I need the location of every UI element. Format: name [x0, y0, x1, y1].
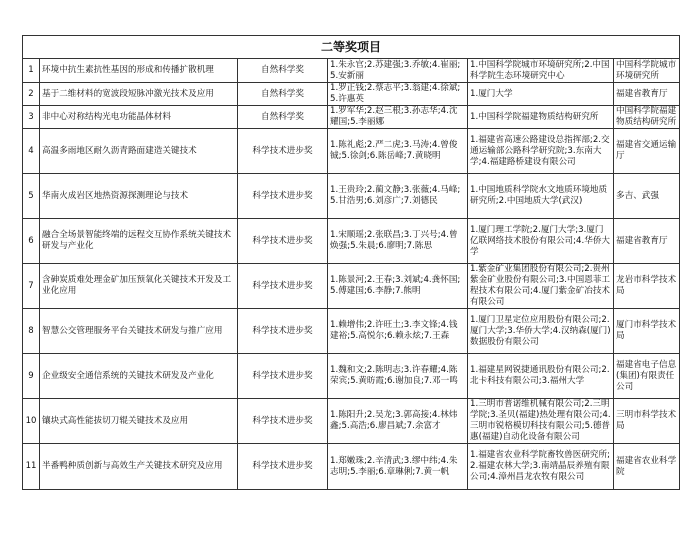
nominator-cell: 多吉、武强	[614, 174, 680, 219]
row-number-cell: 11	[23, 444, 40, 490]
award-category-cell: 自然科学奖	[238, 59, 328, 83]
units-cell: 1.三明市普诺维机械有限公司;2.三明学院;3.圣贝(福建)热处理有限公司;4.三明市锐格模切科技有限公司;5.德普惠(福建)自动化设备有限公司	[468, 399, 614, 444]
award-category-cell: 自然科学奖	[238, 106, 328, 129]
members-cell: 1.赖增伟;2.许旺土;3.李文锋;4.钱建裕;5.高悦尔;6.赖永炫;7.王森	[328, 309, 468, 354]
project-name-cell: 半番鸭种质创新与高效生产关键技术研究及应用	[40, 444, 238, 490]
nominator-cell: 中国科学院城市环境研究所	[614, 59, 680, 83]
members-cell: 1.罗军华;2.赵三根;3.孙志华;4.沈耀国;5.李丽娜	[328, 106, 468, 129]
project-name-cell: 环境中抗生素抗性基因的形成和传播扩散机理	[40, 59, 238, 83]
units-cell: 1.紫金矿业集团股份有限公司;2.贵州紫金矿业股份有限公司;3.中国恩菲工程技术有限公司;4.厦门紫金矿冶技术有限公司	[468, 264, 614, 309]
members-cell: 1.罗正钱;2.蔡志平;3.翁建;4.徐斌;5.许惠英	[328, 83, 468, 106]
project-name-cell: 企业级安全通信系统的关键技术研发及产业化	[40, 354, 238, 399]
row-number-cell: 7	[23, 264, 40, 309]
members-cell: 1.王贵玲;2.蔺文静;3.张薇;4.马峰;5.甘浩男;6.刘彦广;7.刘德民	[328, 174, 468, 219]
award-table	[22, 35, 680, 490]
award-category-cell: 科学技术进步奖	[238, 264, 328, 309]
members-cell: 1.陈礼彪;2.严二虎;3.马涛;4.曾俊铖;5.徐剑;6.陈岳峰;7.黄晓明	[328, 129, 468, 174]
row-number-cell: 3	[23, 106, 40, 129]
project-name-cell: 含砷炭质难处理金矿加压预氧化关键技术开发及工业化应用	[40, 264, 238, 309]
project-name-cell: 镶块式高性能拔切刀辊关键技术及应用	[40, 399, 238, 444]
units-cell: 1.厦门大学	[468, 83, 614, 106]
table-row	[23, 219, 680, 264]
nominator-cell: 福建省教育厅	[614, 83, 680, 106]
table-row	[23, 444, 680, 490]
row-number-cell: 10	[23, 399, 40, 444]
units-cell: 1.厦门理工学院;2.厦门大学;3.厦门亿联网络技术股份有限公司;4.华侨大学	[468, 219, 614, 264]
units-cell: 1.福建省高速公路建设总指挥部;2.交通运输部公路科学研究院;3.东南大学;4.福建路桥建设有限公司	[468, 129, 614, 174]
table-row	[23, 59, 680, 83]
nominator-cell: 福建省电子信息(集团)有限责任公司	[614, 354, 680, 399]
award-category-cell: 科学技术进步奖	[238, 129, 328, 174]
members-cell: 1.郑嫩珠;2.辛清武;3.缪中纬;4.朱志明;5.李丽;6.章琳俐;7.黄一帆	[328, 444, 468, 490]
table-row	[23, 399, 680, 444]
project-name-cell: 华南火成岩区地热资源探测理论与技术	[40, 174, 238, 219]
project-name-cell: 基于二维材料的宽波段短脉冲激光技术及应用	[40, 83, 238, 106]
nominator-cell: 福建省农业科学院	[614, 444, 680, 490]
row-number-cell: 5	[23, 174, 40, 219]
award-category-cell: 科学技术进步奖	[238, 174, 328, 219]
units-cell: 1.福建省农业科学院畜牧兽医研究所;2.福建农林大学;3.南靖晶辰养殖有限公司;4.漳州昌龙农牧有限公司	[468, 444, 614, 490]
nominator-cell: 中国科学院福建物质结构研究所	[614, 106, 680, 129]
award-category-cell: 科学技术进步奖	[238, 309, 328, 354]
project-name-cell: 智慧公交管理服务平台关键技术研发与推广应用	[40, 309, 238, 354]
award-category-cell: 科学技术进步奖	[238, 354, 328, 399]
nominator-cell: 龙岩市科学技术局	[614, 264, 680, 309]
table-row	[23, 106, 680, 129]
units-cell: 1.厦门卫星定位应用股份有限公司;2.厦门大学;3.华侨大学;4.汉纳森(厦门)数据股份有限公司	[468, 309, 614, 354]
members-cell: 1.陈阳升;2.吴龙;3.郭高接;4.林炜鑫;5.高浩;6.廖昌斌;7.余富才	[328, 399, 468, 444]
row-number-cell: 8	[23, 309, 40, 354]
members-cell: 1.陈景河;2.王春;3.刘斌;4.龚怀国;5.傅建国;6.李静;7.熊明	[328, 264, 468, 309]
project-name-cell: 高温多雨地区耐久沥青路面建造关键技术	[40, 129, 238, 174]
nominator-cell: 福建省交通运输厅	[614, 129, 680, 174]
nominator-cell: 厦门市科学技术局	[614, 309, 680, 354]
units-cell: 1.中国地质科学院水文地质环境地质研究所;2.中国地质大学(武汉)	[468, 174, 614, 219]
award-category-cell: 自然科学奖	[238, 83, 328, 106]
table-row	[23, 174, 680, 219]
members-cell: 1.魏和文;2.陈明志;3.许春耀;4.陈荣宾;5.黄昉霞;6.谢加良;7.邓一鸣	[328, 354, 468, 399]
units-cell: 1.中国科学院城市环境研究所;2.中国科学院生态环境研究中心	[468, 59, 614, 83]
row-number-cell: 9	[23, 354, 40, 399]
table-row	[23, 83, 680, 106]
table-row	[23, 354, 680, 399]
title-row	[23, 36, 680, 59]
table-row	[23, 129, 680, 174]
members-cell: 1.宋顺瑶;2.张联昌;3.丁兴号;4.曾焕强;5.朱晨;6.廖明;7.陈思	[328, 219, 468, 264]
row-number-cell: 1	[23, 59, 40, 83]
row-number-cell: 4	[23, 129, 40, 174]
award-category-cell: 科学技术进步奖	[238, 219, 328, 264]
project-name-cell: 非中心对称结构光电功能晶体材料	[40, 106, 238, 129]
table-title: 二等奖项目	[23, 36, 680, 59]
row-number-cell: 2	[23, 83, 40, 106]
nominator-cell: 福建省教育厅	[614, 219, 680, 264]
units-cell: 1.福建星网锐捷通讯股份有限公司;2.北卡科技有限公司;3.福州大学	[468, 354, 614, 399]
row-number-cell: 6	[23, 219, 40, 264]
project-name-cell: 融合全场景智能终端的远程交互协作系统关键技术研发与产业化	[40, 219, 238, 264]
table-row	[23, 264, 680, 309]
award-category-cell: 科学技术进步奖	[238, 444, 328, 490]
table-row	[23, 309, 680, 354]
members-cell: 1.朱永官;2.苏建强;3.乔敏;4.崔丽;5.安新丽	[328, 59, 468, 83]
award-category-cell: 科学技术进步奖	[238, 399, 328, 444]
nominator-cell: 三明市科学技术局	[614, 399, 680, 444]
units-cell: 1.中国科学院福建物质结构研究所	[468, 106, 614, 129]
